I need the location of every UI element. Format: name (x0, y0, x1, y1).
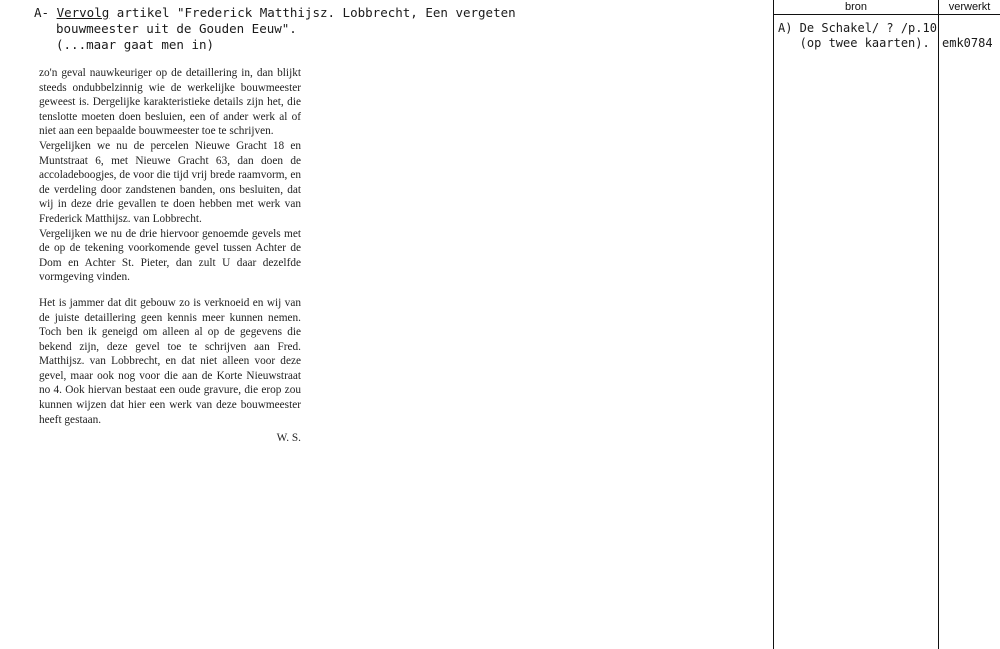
bron-line-2: (op twee kaarten). (778, 36, 930, 50)
article-paragraph: Het is jammer dat dit gebouw zo is verknoeid en wij van de juiste detaillering geen kennis meer kunnen nemen. Toch ben ik geneigd om alleen al op de gegevens die bekend zijn, deze gevel toe te schrijven aan Fred. Matthijsz. van Lobbrecht, en dat niet alleen voor deze gevel, maar ook nog voor die aan de Korte Nieuwstraat no 4. Ook hiervan bestaat een oude gravure, die erop zou kunnen wijzen dat hier een werk van deze bouwmeester heeft gestaan. (39, 296, 301, 426)
entry-prefix: A- (34, 5, 57, 20)
article-paragraph: zo'n geval nauwkeuriger op de detaillering in, dan blijkt steeds ondubbelzinnig wie de werkelijke bouwmeester geweest is. Dergelijke karakteristieke details zijn het, die tenslotte moeten doen besluien, een of ander werk al of niet aan een bepaalde bouwmeester toe te schrijven. (39, 67, 301, 138)
entry-header (34, 5, 764, 53)
header-line-3: (...maar gaat men in) (56, 37, 215, 52)
article-title-part: artikel "Frederick Matthijsz. Lobbrecht, Een vergeten (109, 5, 516, 20)
author-signature: W. S. (276, 432, 301, 445)
bron-column-divider (773, 0, 774, 649)
bron-entry (778, 21, 938, 51)
article-clipping (39, 66, 301, 446)
verwerkt-code: emk0784 (942, 36, 993, 50)
bron-line-1: A) De Schakel/ ? /p.10 (778, 21, 937, 35)
verwerkt-column-header: verwerkt (948, 1, 991, 13)
bron-column-header: bron (844, 1, 868, 13)
article-paragraph: Vergelijken we nu de percelen Nieuwe Gracht 18 en Muntstraat 6, met Nieuwe Gracht 63, dan doen de accoladeboogjes, de voor die tijd vrij brede raamvorm, en de verdeling door zandstenen banden, ons besluiten, dat wij in deze drie gevallen te doen hebben met werk van Frederick Matthijsz. van Lobbrecht. (39, 139, 301, 225)
header-line-2: bouwmeester uit de Gouden Eeuw". (56, 21, 297, 36)
column-header-rule (773, 14, 1000, 15)
continuation-label: Vervolg (56, 5, 110, 20)
header-line-1 (34, 5, 764, 21)
article-paragraph: Vergelijken we nu de drie hiervoor genoemde gevels met de op de tekening voorkomende gevel tussen Achter de Dom en Achter St. Pieter, dan zult U daar dezelfde vormgeving vinden. (39, 227, 301, 284)
verwerkt-column-divider (938, 0, 939, 649)
